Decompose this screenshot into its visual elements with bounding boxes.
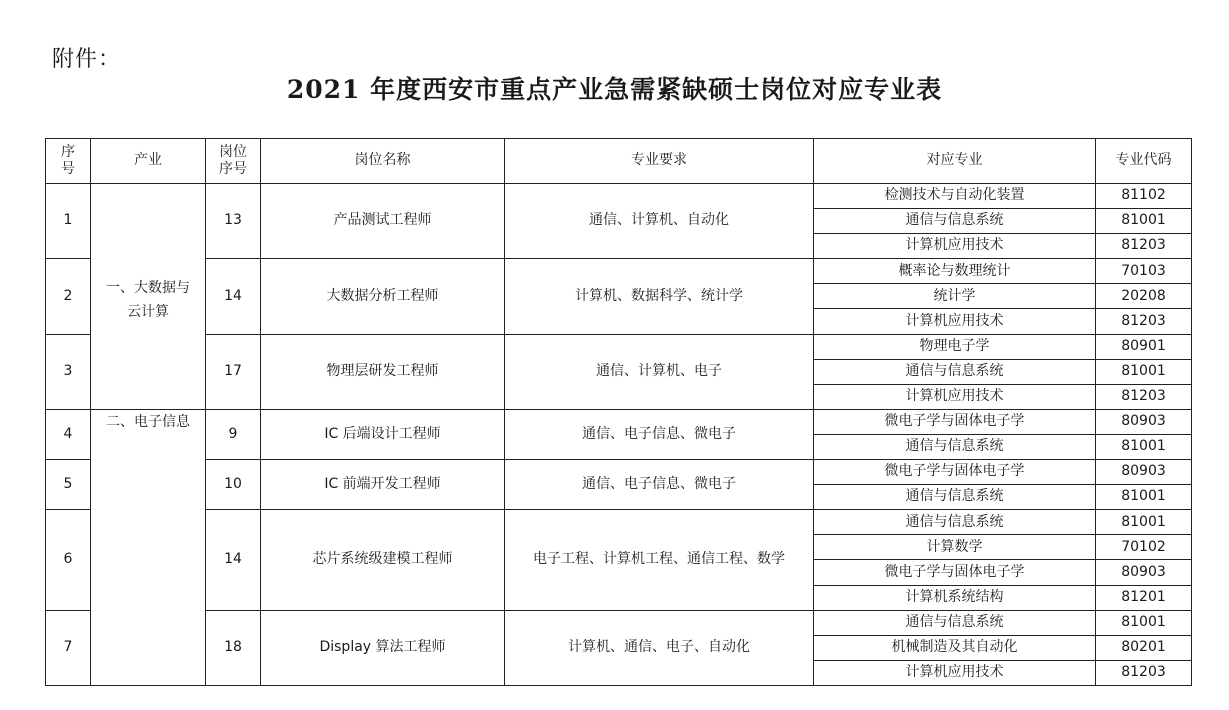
cell-code: 81001	[1096, 434, 1192, 459]
col-header-post-name: 岗位名称	[261, 139, 505, 184]
cell-seq: 3	[46, 334, 91, 409]
cell-post-no: 10	[206, 460, 261, 510]
attachment-label: 附件：	[52, 47, 122, 72]
cell-code: 70102	[1096, 535, 1192, 560]
cell-code: 81001	[1096, 510, 1192, 535]
cell-code: 81001	[1096, 359, 1192, 384]
cell-post-no: 13	[206, 184, 261, 259]
cell-code: 80903	[1096, 560, 1192, 585]
cell-major: 通信与信息系统	[814, 434, 1096, 459]
cell-code: 80903	[1096, 409, 1192, 434]
cell-post-no: 14	[206, 510, 261, 610]
cell-post-no: 9	[206, 409, 261, 459]
cell-seq: 5	[46, 460, 91, 510]
table-row	[46, 184, 1192, 209]
col-header-post-no: 岗位 序号	[206, 139, 261, 184]
cell-seq: 7	[46, 610, 91, 685]
page-title: 2021 年度西安市重点产业急需紧缺硕士岗位对应专业表	[286, 75, 943, 104]
cell-code: 81203	[1096, 660, 1192, 685]
cell-major: 通信与信息系统	[814, 510, 1096, 535]
cell-seq: 4	[46, 409, 91, 459]
cell-major: 微电子学与固体电子学	[814, 409, 1096, 434]
cell-major: 计算数学	[814, 535, 1096, 560]
cell-major: 检测技术与自动化装置	[814, 184, 1096, 209]
cell-requirement: 计算机、数据科学、统计学	[505, 259, 814, 334]
industry-label: 二、电子信息	[106, 413, 190, 430]
cell-post-name: 产品测试工程师	[261, 184, 505, 259]
col-header-major: 对应专业	[814, 139, 1096, 184]
cell-code: 81001	[1096, 485, 1192, 510]
cell-code: 80903	[1096, 460, 1192, 485]
cell-requirement: 通信、计算机、电子	[505, 334, 814, 409]
table-header-row	[46, 139, 1192, 184]
majors-table	[45, 138, 1192, 686]
table-row	[46, 259, 1192, 284]
cell-requirement: 通信、计算机、自动化	[505, 184, 814, 259]
cell-major: 计算机系统结构	[814, 585, 1096, 610]
cell-requirement: 电子工程、计算机工程、通信工程、数学	[505, 510, 814, 610]
col-header-requirement: 专业要求	[505, 139, 814, 184]
cell-industry	[91, 409, 206, 685]
cell-major: 物理电子学	[814, 334, 1096, 359]
cell-major: 概率论与数理统计	[814, 259, 1096, 284]
cell-requirement: 通信、电子信息、微电子	[505, 460, 814, 510]
table-row	[46, 510, 1192, 535]
cell-requirement: 计算机、通信、电子、自动化	[505, 610, 814, 685]
col-header-code: 专业代码	[1096, 139, 1192, 184]
cell-code: 81201	[1096, 585, 1192, 610]
cell-post-name: IC 前端开发工程师	[261, 460, 505, 510]
cell-seq: 1	[46, 184, 91, 259]
cell-major: 统计学	[814, 284, 1096, 309]
table-row	[46, 610, 1192, 635]
cell-code: 70103	[1096, 259, 1192, 284]
cell-major: 微电子学与固体电子学	[814, 560, 1096, 585]
cell-seq: 6	[46, 510, 91, 610]
cell-post-no: 18	[206, 610, 261, 685]
cell-major: 通信与信息系统	[814, 359, 1096, 384]
cell-post-name: Display 算法工程师	[261, 610, 505, 685]
cell-seq: 2	[46, 259, 91, 334]
cell-post-no: 17	[206, 334, 261, 409]
cell-post-name: 芯片系统级建模工程师	[261, 510, 505, 610]
cell-code: 81102	[1096, 184, 1192, 209]
cell-post-name: IC 后端设计工程师	[261, 409, 505, 459]
cell-post-name: 物理层研发工程师	[261, 334, 505, 409]
table-row	[46, 409, 1192, 434]
table-row	[46, 334, 1192, 359]
cell-major: 计算机应用技术	[814, 309, 1096, 334]
cell-code: 81203	[1096, 384, 1192, 409]
cell-code: 20208	[1096, 284, 1192, 309]
cell-requirement: 通信、电子信息、微电子	[505, 409, 814, 459]
table-row	[46, 460, 1192, 485]
cell-post-no: 14	[206, 259, 261, 334]
cell-major: 计算机应用技术	[814, 234, 1096, 259]
cell-major: 机械制造及其自动化	[814, 635, 1096, 660]
cell-code: 81203	[1096, 309, 1192, 334]
cell-post-name: 大数据分析工程师	[261, 259, 505, 334]
cell-code: 80201	[1096, 635, 1192, 660]
cell-industry	[91, 184, 206, 410]
cell-major: 通信与信息系统	[814, 610, 1096, 635]
cell-code: 81001	[1096, 209, 1192, 234]
col-header-industry: 产业	[91, 139, 206, 184]
cell-major: 微电子学与固体电子学	[814, 460, 1096, 485]
cell-major: 计算机应用技术	[814, 384, 1096, 409]
industry-label: 云计算	[127, 304, 169, 320]
col-header-seq: 序 号	[46, 139, 91, 184]
cell-major: 通信与信息系统	[814, 485, 1096, 510]
cell-code: 80901	[1096, 334, 1192, 359]
cell-code: 81203	[1096, 234, 1192, 259]
cell-major: 通信与信息系统	[814, 209, 1096, 234]
cell-code: 81001	[1096, 610, 1192, 635]
industry-label: 一、大数据与	[106, 280, 190, 296]
cell-major: 计算机应用技术	[814, 660, 1096, 685]
